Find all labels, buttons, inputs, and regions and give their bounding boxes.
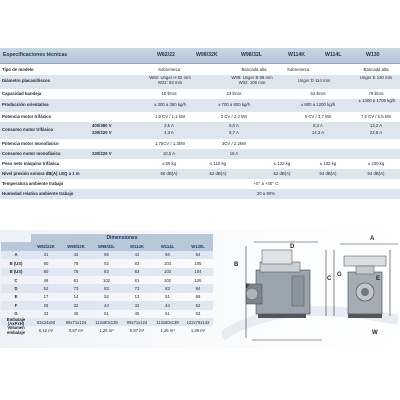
cell: 10,5 A [162, 151, 176, 156]
cell: 14,3 A [311, 130, 325, 135]
cell: ± 1300 a 1700 kg/h [358, 98, 396, 103]
cell: ± 110 kg [209, 161, 227, 166]
dimensions-title: Dimensiones [31, 234, 213, 242]
cell: Bancada alta [363, 67, 389, 72]
model-col-4: W114K [288, 52, 306, 58]
diagram-label: F [246, 284, 250, 290]
voltage-label: 400/380 V [92, 123, 112, 128]
row-potencia-trifasico [0, 112, 400, 122]
model-col-6: W130 [366, 52, 380, 58]
table-row [1, 234, 213, 242]
diagram-label: G [337, 272, 342, 278]
cell: Bancada alta [241, 67, 267, 72]
cell: 2,5 A [164, 123, 174, 128]
diagram-label: A [370, 236, 375, 242]
cell: +5° a +40° C [253, 181, 279, 186]
cell: Sobremesa [158, 67, 180, 72]
row-label: Potencia motor trifásico [2, 114, 52, 119]
cell: ± 900 a 1200 kg/h [300, 102, 336, 107]
row-label: Diámetro placas/discos [2, 78, 51, 83]
table-row: B (US) 60 78 82 82 103 105 [9, 260, 202, 266]
cell: 22,8 A [369, 130, 383, 135]
cell: 7,5 CV / 5,5 kW [360, 114, 392, 119]
row-humedad [0, 189, 400, 199]
cell: ± 700 a 800 kg/h [218, 102, 250, 107]
diagram-label: C [327, 276, 332, 282]
voltage-label: 230/220 V [92, 130, 112, 135]
row-label: Humedad relativa ambiente trabajo [2, 191, 74, 196]
voltage-label: 230/220 V [92, 151, 112, 156]
cell: ± 122 kg [273, 161, 291, 166]
cell: 8,3 A [313, 123, 323, 128]
table-row: E 17 14 52 13 51 69 [14, 294, 201, 300]
dim-col: W98/32L [91, 242, 122, 250]
dim-col: W114K [122, 242, 152, 250]
row-ruido [0, 169, 400, 179]
row-produccion [0, 99, 400, 112]
cell: 16 A [229, 151, 239, 156]
dim-col: W82/22K [31, 242, 61, 250]
cell: 23 litros [226, 91, 242, 96]
model-col-5: W114L [325, 52, 342, 58]
model-col-1: W82/22 [157, 52, 175, 58]
diagram-label: B [234, 262, 239, 268]
dim-col: W98/32K [61, 242, 91, 250]
model-col-3: W98/32L [241, 52, 263, 58]
cell: 64 dB(A) [319, 171, 337, 176]
row-capacidad [0, 89, 400, 99]
row-label: Peso neto máquina trifásica [2, 161, 60, 166]
row-label: Consumo motor monofásico [2, 151, 61, 156]
row-label: Consumo motor trifásico [2, 127, 54, 132]
cell: 5,0 A [229, 123, 239, 128]
cell: 10 litros [161, 91, 177, 96]
cell: ± 230 kg [367, 161, 385, 166]
spec-header-label: Especificaciones técnicas [3, 52, 68, 58]
cell: 78 litros [368, 91, 384, 96]
row-label: Temperatura ambiente trabajo [2, 181, 64, 186]
machine-front-view [344, 256, 386, 318]
cell: 64 dB(A) [367, 171, 385, 176]
cell: W98: Unger B 98 mm W32: 100 mm [231, 75, 273, 85]
table-row: F 26 32 44 32 44 52 [1, 301, 213, 309]
cell: 3CV / 2,2kW [221, 141, 247, 146]
table-row: C 46 61 102 61 102 125 [14, 277, 202, 283]
cell: ± 300 a 350 kg/h [154, 102, 186, 107]
table-row: Volumen embalaje 0,12 m³ 0,87 m³ 1,25 m³ 0,87 m³ 1,25 m³ 1,35 m³ [7, 325, 206, 335]
row-label: Potencia motor monofásico [2, 141, 59, 146]
dimensions-table [1, 234, 213, 335]
cell: 1,75CV / 1,3kW [154, 141, 186, 146]
model-col-2: W98/32K [196, 52, 218, 58]
row-label: Nivel presión sonora dB(A) LEQ a 1 m [2, 171, 80, 176]
row-tipo [0, 66, 400, 75]
row-potencia-monofasico [0, 139, 400, 149]
cell: W82: Unger H 82 mm W22: 83 mm [149, 75, 191, 85]
cell: Sobremesa [287, 67, 309, 72]
cell: ± 50 kg [161, 161, 177, 166]
dim-col: W130L [183, 242, 213, 250]
cell: 5 CV / 3,7 kW [304, 114, 332, 119]
cell: 62 dB(A) [273, 171, 291, 176]
table-row: G 33 45 51 45 51 63 [14, 311, 201, 317]
row-label: Capacidad bandeja [2, 91, 42, 96]
cell: 8,7 A [229, 130, 239, 135]
cell: 4,3 A [164, 130, 174, 135]
cell: ± 132 kg [319, 161, 337, 166]
table-row: B (US) 60 78 83 83 103 104 [1, 268, 213, 276]
spec-table-header [0, 48, 400, 64]
table-row: A 31 42 56 42 56 64 [1, 251, 213, 259]
machine-drawing [222, 236, 398, 344]
cell: 1,5 CV / 1,1 kW [154, 114, 186, 119]
row-peso [0, 159, 400, 169]
cell: 13,2 A [369, 123, 383, 128]
table-row: Embalaje (AxPxH) 63x34x50 99x71x124 112x80x139 99x71x124 112x80x139 122x78x142 [1, 318, 213, 326]
cell: 52 litros [310, 91, 326, 96]
table-row: D 52 73 83 73 83 94 [1, 284, 213, 292]
row-diametro [0, 75, 400, 89]
cell: 62 dB(A) [209, 171, 227, 176]
diagram-label: W [372, 330, 378, 336]
cell: 20 a 90% [256, 191, 276, 196]
dim-col: W114L [152, 242, 183, 250]
row-temperatura [0, 179, 400, 189]
machine-side-view [246, 250, 310, 318]
diagram-label: E [376, 276, 381, 282]
row-label: Tipo de modelo [2, 67, 34, 72]
cell: 60 dB(A) [160, 171, 178, 176]
table-row [1, 242, 213, 250]
cell: 3 CV / 2,2 kW [220, 114, 248, 119]
cell: Unger D 114 mm [297, 78, 331, 83]
diagram-label: D [290, 244, 295, 250]
row-consumo-trifasico [0, 122, 400, 139]
cell: Unger E 130 mm [359, 75, 393, 80]
row-consumo-monofasico [0, 149, 400, 159]
row-label: Producción orientativa [2, 102, 49, 107]
